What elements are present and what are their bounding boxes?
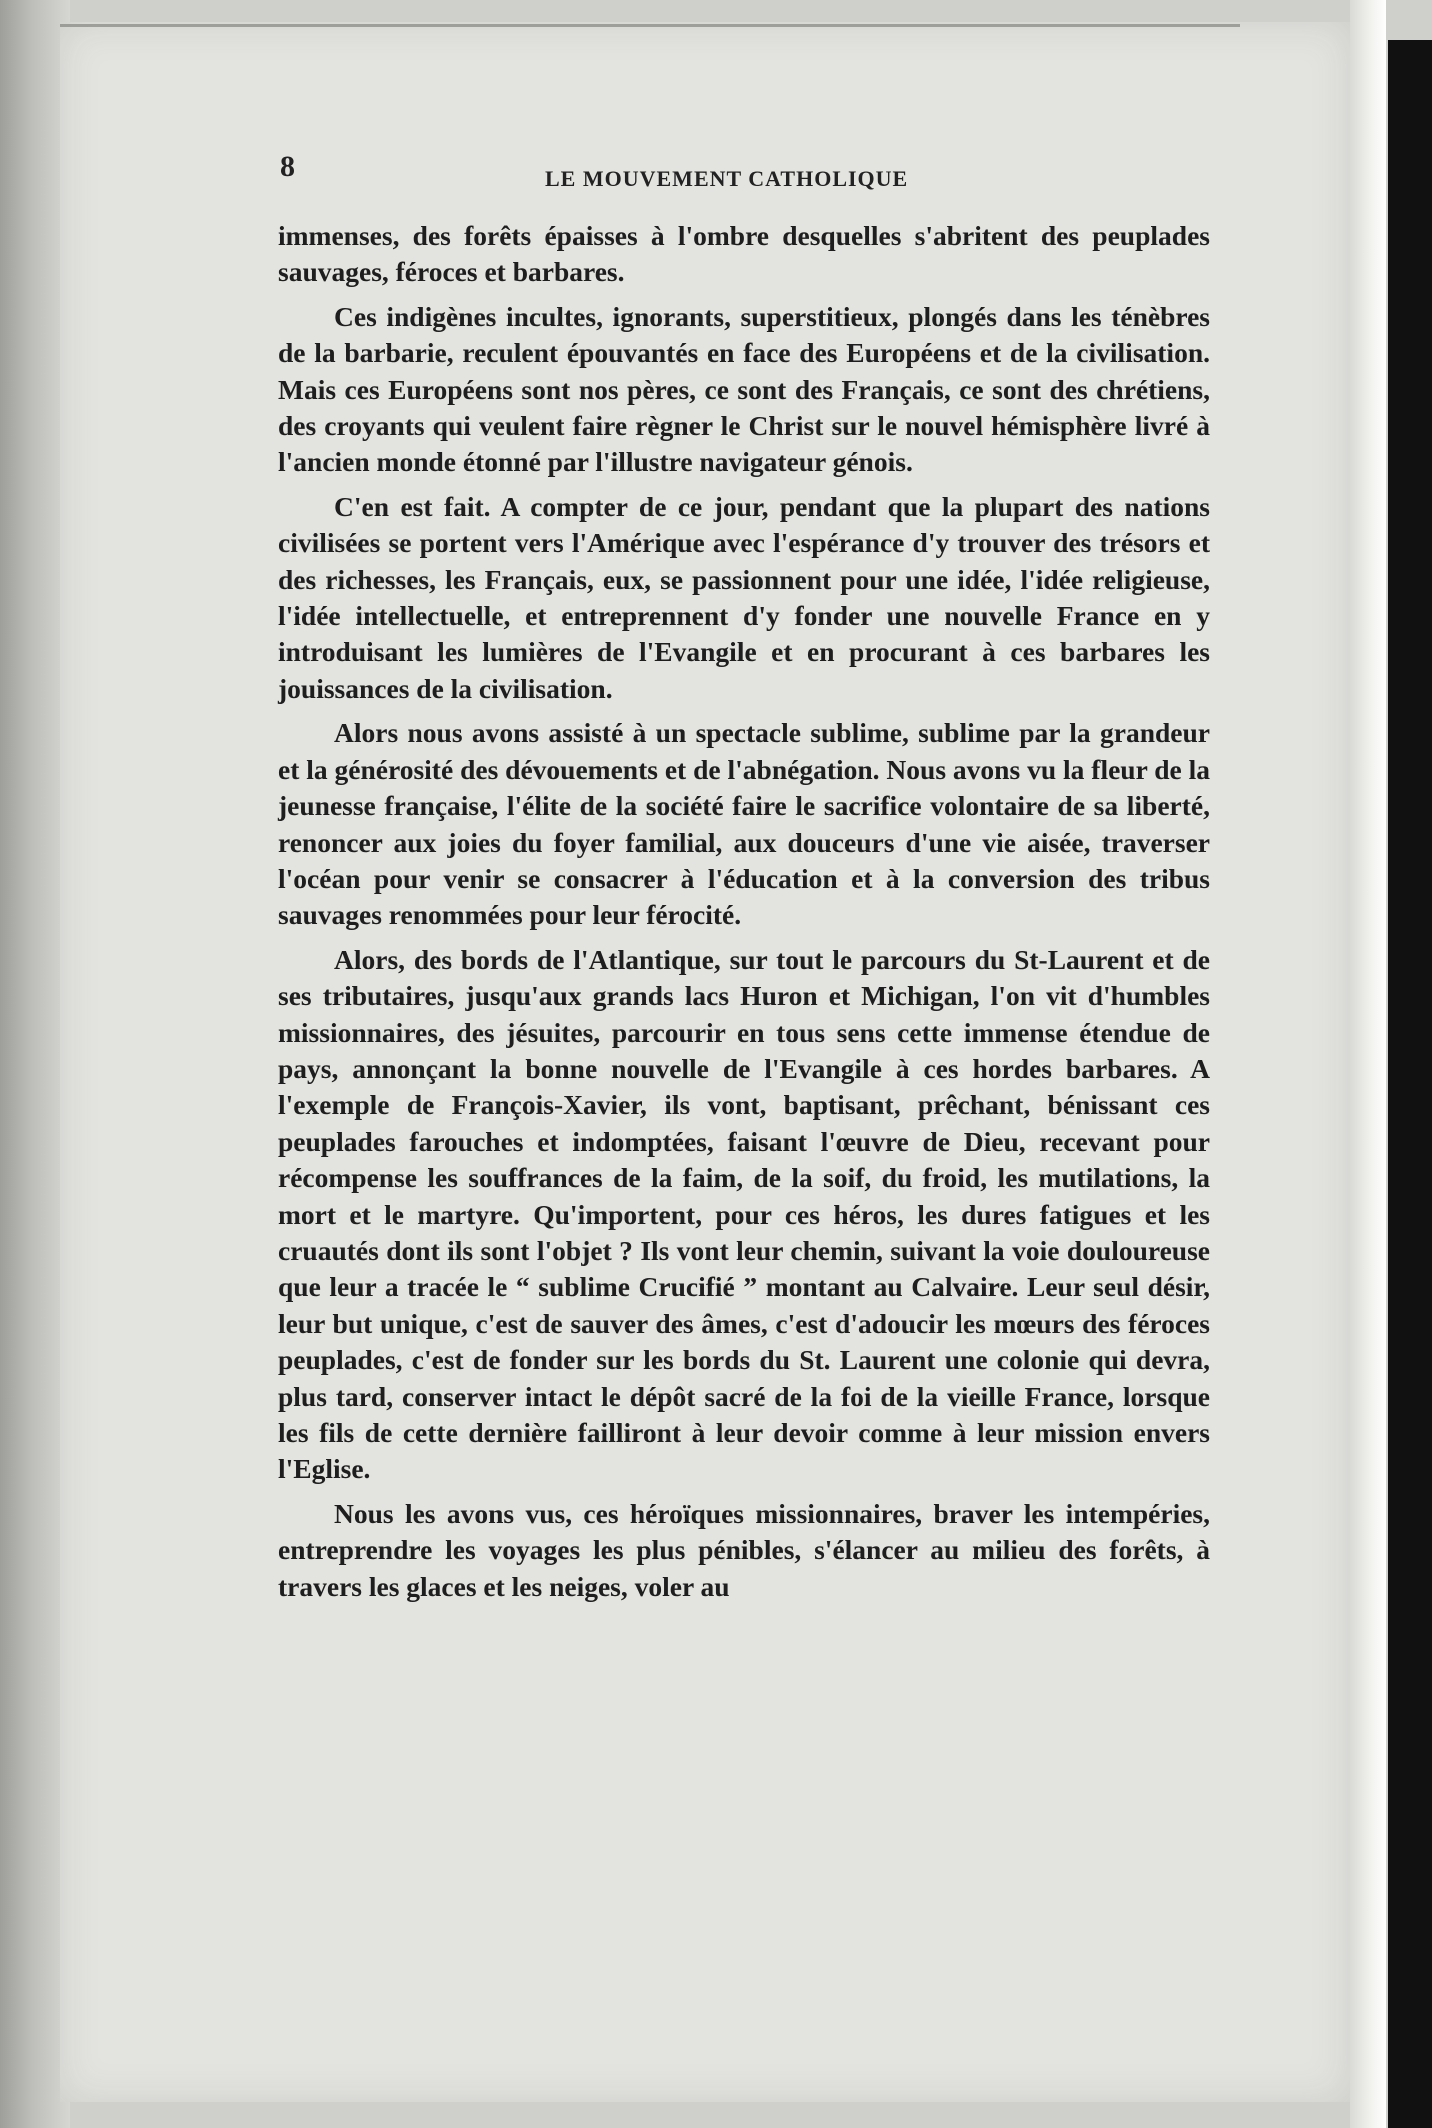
page-number: 8 bbox=[280, 150, 295, 183]
paragraph-4: Alors nous avons assisté à un spectacle sublime, sublime par la grandeur et la générosité des dévouements et de l'abnégation. Nous avons vu la fleur de la jeunesse française, l'élite de la société faire le sacrifice volontaire de sa liberté, renoncer aux joies du foyer familial, aux douceurs d'une vie aisée, traverser l'océan pour venir se consacrer à l'éducation et à la conversion des tribus sauvages renommées pour leur férocité. bbox=[278, 717, 1210, 931]
paragraph-5: Alors, des bords de l'Atlantique, sur tout le parcours du St-Laurent et de ses tributaires, jusqu'aux grands lacs Huron et Michigan, l'on vit d'humbles missionnaires, des jésuites, parcourir en tous sens cette immense étendue de pays, annonçant la bonne nouvelle de l'Evangile à ces hordes barbares. A l'exemple de François-Xavier, ils vont, baptisant, prêchant, bénissant ces peuplades farouches et indomptées, faisant l'œuvre de Dieu, recevant pour récompense les souffrances de la faim, de la soif, du froid, les mutilations, la mort et le martyre. Qu'importent, pour ces héros, les dures fatigues et les cruautés dont ils sont l'objet ? Ils vont leur chemin, suivant la voie douloureuse que leur a tracée le “ sublime Crucifié ” montant au Calvaire. Leur seul désir, leur but unique, c'est de sauver des âmes, c'est d'adoucir les mœurs des féroces peuplades, c'est de fonder sur les bords du St. Laurent une colonie qui devra, plus tard, conserver intact le dépôt sacré de la foi de la vieille France, lorsque les fils de cette dernière failliront à leur devoir comme à leur mission envers l'Eglise. bbox=[278, 943, 1210, 1485]
body-text bbox=[278, 218, 1210, 1613]
paragraph-1: immenses, des forêts épaisses à l'ombre desquelles s'abritent des peuplades sauvages, féroces et barbares. bbox=[278, 220, 1210, 288]
paragraph-2: Ces indigènes incultes, ignorants, superstitieux, plongés dans les ténèbres de la barbarie, reculent épouvantés en face des Européens et de la civilisation. Mais ces Européens sont nos pères, ce sont des Français, ce sont des chrétiens, des croyants qui veulent faire règner le Christ sur le nouvel hémisphère livré à l'ancien monde étonné par l'illustre navigateur génois. bbox=[278, 300, 1210, 478]
paragraph-6: Nous les avons vus, ces héroïques missionnaires, braver les intempéries, entreprendre les voyages les plus pénibles, s'élancer au milieu des forêts, à travers les glaces et les neiges, voler au bbox=[278, 1497, 1210, 1602]
page-header bbox=[280, 150, 1210, 200]
right-dark-border bbox=[1388, 40, 1432, 2128]
paragraph-3: C'en est fait. A compter de ce jour, pendant que la plupart des nations civilisées se portent vers l'Amérique avec l'espérance d'y trouver des trésors et des richesses, les Français, eux, se passionnent pour une idée, l'idée religieuse, l'idée intellectuelle, et entreprennent d'y fonder une nouvelle France en y introduisant les lumières de l'Evangile et en procurant à ces barbares les jouissances de la civilisation. bbox=[278, 490, 1210, 704]
right-page-edge bbox=[1350, 0, 1386, 2128]
top-edge-line bbox=[60, 24, 1240, 27]
running-head: LE MOUVEMENT CATHOLIQUE bbox=[545, 166, 909, 191]
